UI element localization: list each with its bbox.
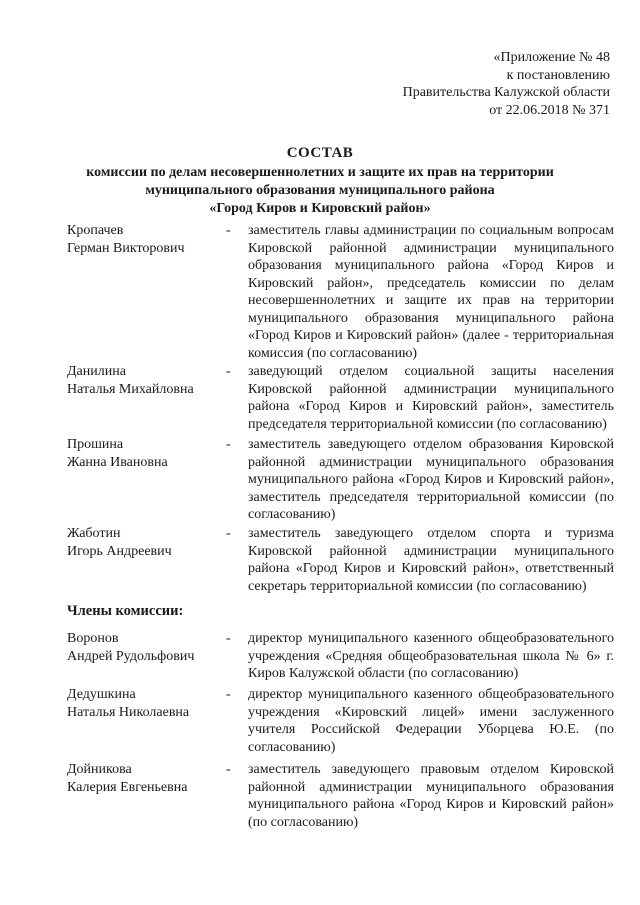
person-surname: Жаботин bbox=[67, 526, 121, 541]
person-role: директор муниципального казенного общеобразовательного учреждения «Средняя общеобразовательная школа № 6» г. Киров Калужской области (по согласованию) bbox=[248, 631, 614, 681]
person-name bbox=[67, 630, 194, 665]
person-surname: Дойникова bbox=[67, 762, 132, 777]
person-surname: Дедушкина bbox=[67, 687, 136, 702]
person-given-name: Жанна Ивановна bbox=[67, 454, 168, 470]
members-heading: Члены комиссии: bbox=[67, 603, 184, 619]
document-subtitle bbox=[60, 164, 580, 218]
entry-dash: - bbox=[226, 364, 231, 379]
person-role: заместитель заведующего отделом спорта и туризма Кировской районной администрации муниципального района «Город Киров и Кировский район», ответственный секретарь территориальной комиссии (по согласованию) bbox=[248, 526, 614, 594]
entry-dash: - bbox=[226, 762, 231, 777]
person-name bbox=[67, 363, 194, 398]
person-role: заведующий отделом социальной защиты населения Кировской районной администрации муниципального района «Город Киров и Кировский район», заместитель председателя территориальной комиссии (по согласованию) bbox=[248, 364, 614, 432]
appendix-line-3: Правительства Калужской области bbox=[402, 85, 610, 100]
person-name bbox=[67, 525, 172, 560]
document-title: СОСТАВ bbox=[286, 145, 354, 161]
person-surname: Прошина bbox=[67, 437, 124, 452]
appendix-line-4: от 22.06.2018 № 371 bbox=[489, 102, 610, 118]
person-name bbox=[67, 686, 189, 721]
subtitle-line-1: комиссии по делам несовершеннолетних и защите их прав на территории bbox=[86, 165, 554, 180]
person-role: заместитель главы администрации по социальным вопросам Кировской районной администрации муниципального образования муниципального района «Город Киров и Кировский район», председатель комиссии по делам несовершеннолетних и защите их прав на территории муниципального образования муниципального района «Город Киров и Кировский район» (далее - территориальная комиссия (по согласованию) bbox=[248, 223, 614, 361]
entry-dash: - bbox=[226, 526, 231, 541]
person-given-name: Андрей Рудольфович bbox=[67, 648, 195, 664]
person-role: заместитель заведующего правовым отделом Кировской районной администрации муниципального образования муниципального района «Город Киров и Кировский район» (по согласованию) bbox=[248, 762, 614, 830]
subtitle-line-3: «Город Киров и Кировский район» bbox=[209, 201, 431, 216]
entry-dash: - bbox=[226, 631, 231, 646]
person-name bbox=[67, 436, 168, 471]
appendix-line-2: к постановлению bbox=[506, 67, 610, 83]
appendix-line-1: «Приложение № 48 bbox=[493, 50, 610, 65]
entry-dash: - bbox=[226, 687, 231, 702]
person-name bbox=[67, 761, 187, 796]
person-role: заместитель заведующего отделом образования Кировской районной администрации муниципального образования муниципального района «Город Киров и Кировский район», заместитель председателя территориальной комиссии (по согласованию) bbox=[248, 437, 614, 522]
entry-dash: - bbox=[226, 437, 231, 452]
person-surname: Воронов bbox=[67, 631, 119, 646]
person-name bbox=[67, 222, 185, 257]
person-surname: Кропачев bbox=[67, 223, 124, 238]
person-given-name: Игорь Андреевич bbox=[67, 543, 172, 559]
person-given-name: Наталья Николаевна bbox=[67, 704, 190, 720]
person-given-name: Герман Викторович bbox=[67, 240, 185, 256]
person-surname: Данилина bbox=[67, 364, 126, 379]
person-given-name: Калерия Евгеньевна bbox=[67, 779, 188, 795]
person-given-name: Наталья Михайловна bbox=[67, 381, 194, 397]
subtitle-line-2: муниципального образования муниципального района bbox=[145, 183, 495, 198]
appendix-reference bbox=[403, 49, 610, 119]
entry-dash: - bbox=[226, 223, 231, 238]
person-role: директор муниципального казенного общеобразовательного учреждения «Кировский лицей» имени заслуженного учителя Российской Федерации Уборцева Ю.Е. (по согласованию) bbox=[248, 687, 614, 755]
